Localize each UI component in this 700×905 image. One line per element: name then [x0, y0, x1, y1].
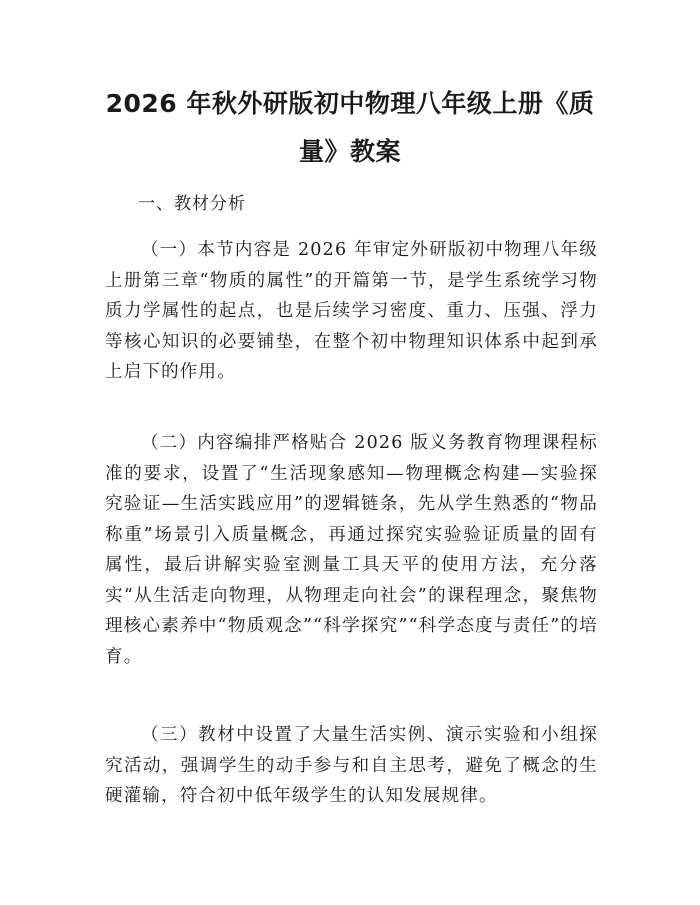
section-heading: 一、教材分析 [138, 194, 246, 214]
document-title: 2026 年秋外研版初中物理八年级上册《质量》教案 [105, 89, 595, 166]
paragraph-1: （一）本节内容是 2026 年审定外研版初中物理八年级上册第三章“物质的属性”的开篇第一节，是学生系统学习物质力学属性的起点，也是后续学习密度、重力、压强、浮力等核心知识的必要铺垫，在整个初中物理知识体系中起到承上启下的作用。 [105, 240, 598, 382]
paragraph-2: （二）内容编排严格贴合 2026 版义务教育物理课程标准的要求，设置了“生活现象感知—物理概念构建—实验探究验证—生活实践应用”的逻辑链条，先从学生熟悉的“物品称重”场景引入质量概念，再通过探究实验验证质量的固有属性，最后讲解实验室测量工具天平的使用方法，充分落实“从生活走向物理，从物理走向社会”的课程理念，聚焦物理核心素养中“物质观念”“科学探究”“科学态度与责任”的培育。 [105, 433, 598, 667]
paragraph-3: （三）教材中设置了大量生活实例、演示实验和小组探究活动，强调学生的动手参与和自主思考，避免了概念的生硬灌输，符合初中低年级学生的认知发展规律。 [105, 725, 598, 806]
